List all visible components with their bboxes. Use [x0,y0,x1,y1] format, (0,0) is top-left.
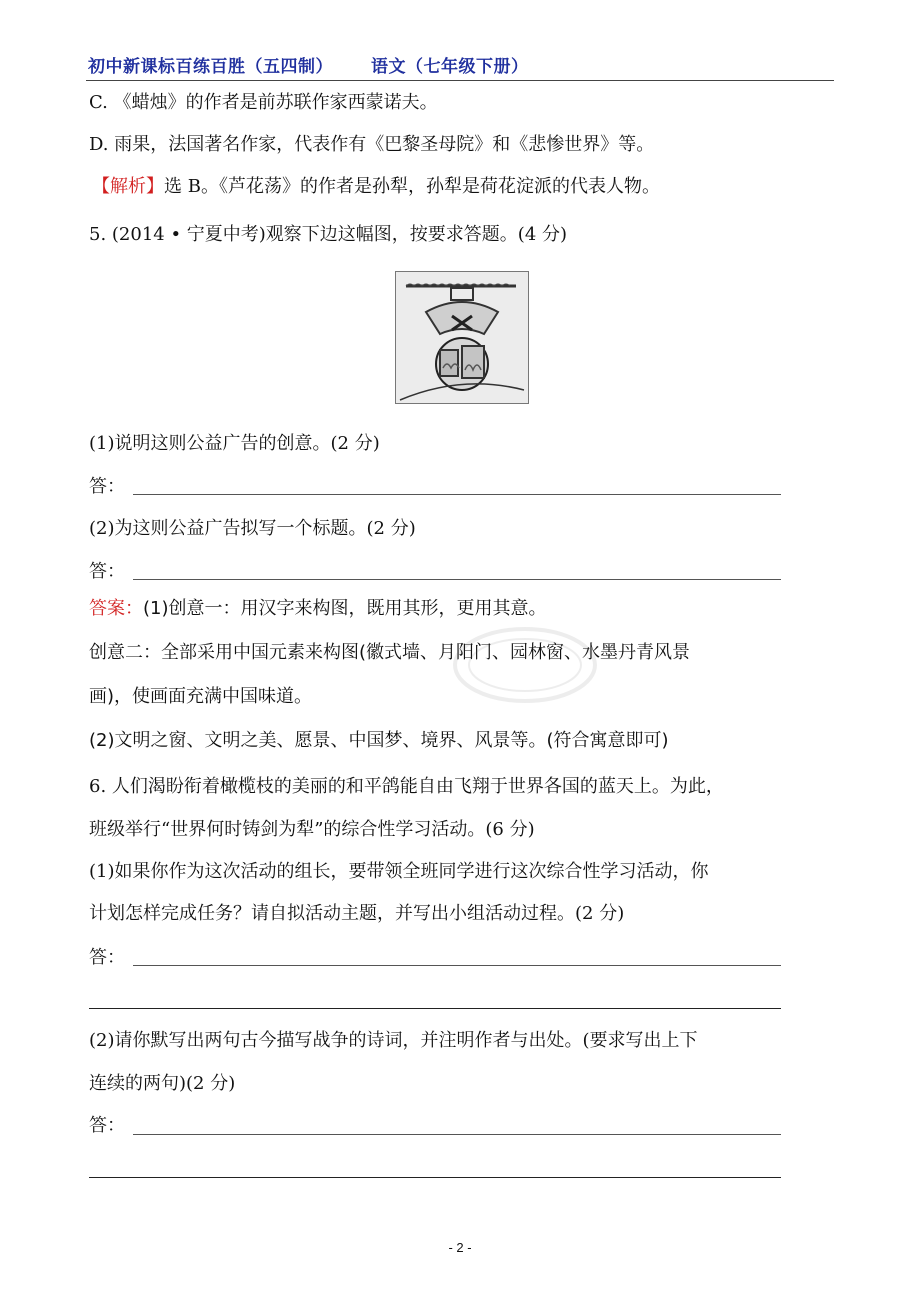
analysis-tag: 【解析】 [92,176,164,197]
header-divider [86,80,834,81]
q4-option-d: D. 雨果，法国著名作家，代表作有《巴黎圣母院》和《悲惨世界》等。 [89,134,655,155]
q6-sub1-answer-blank[interactable] [133,965,781,966]
analysis-text: 选 B。《芦花荡》的作者是孙犁，孙犁是荷花淀派的代表人物。 [164,176,660,197]
q5-answer-2: 创意二：全部采用中国元素来构图(徽式墙、月阳门、园林窗、水墨丹青风景 [89,642,691,663]
answer-tag: 答案： [89,598,143,619]
q5-answer-3: 画)，使画面充满中国味道。 [89,686,313,707]
public-service-ad-image [395,271,529,404]
q5-sub1-answer-blank[interactable] [133,494,781,495]
q5-stem: 5. (2014 • 宁夏中考)观察下边这幅图，按要求答题。(4 分) [89,224,568,245]
wenming-character-artwork [396,272,528,403]
q5-sub2-answer-label: 答： [89,561,125,582]
q6-sub2-answer-blank[interactable] [133,1134,781,1135]
q6-sub2-2: 连续的两句)(2 分) [89,1073,236,1094]
q6-stem-2: 班级举行“世界何时铸剑为犁”的综合性学习活动。(6 分) [89,819,535,840]
page-number: - 2 - [448,1240,472,1255]
subject-title: 语文（七年级下册） [371,57,529,77]
q5-sub2-answer-blank[interactable] [133,579,781,580]
watermark-seal [360,595,690,705]
q6-sub1-2: 计划怎样完成任务？请自拟活动主题，并写出小组活动过程。(2 分) [89,903,625,924]
q6-sub1-answer-label: 答： [89,947,125,968]
q4-analysis [92,178,660,196]
q5-sub2: (2)为这则公益广告拟写一个标题。(2 分) [89,518,416,539]
q6-stem-1: 6. 人们渴盼衔着橄榄枝的美丽的和平鸽能自由飞翔于世界各国的蓝天上。为此， [89,776,724,797]
q5-answer-4: (2)文明之窗、文明之美、愿景、中国梦、境界、风景等。(符合寓意即可) [89,730,669,751]
q6-sub2-answer-label: 答： [89,1115,125,1136]
q6-sub2-1: (2)请你默写出两句古今描写战争的诗词，并注明作者与出处。(要求写出上下 [89,1030,698,1051]
q6-sub1-1: (1)如果你作为这次活动的组长，要带领全班同学进行这次综合性学习活动，你 [89,861,709,882]
answer-line-1: (1)创意一：用汉字来构图，既用其形，更用其意。 [143,598,547,619]
q4-option-c: C. 《蜡烛》的作者是前苏联作家西蒙诺夫。 [89,92,438,113]
q6-sub2-answer-blank-2[interactable] [89,1177,781,1178]
q5-sub1: (1)说明这则公益广告的创意。(2 分) [89,433,380,454]
q5-sub1-answer-label: 答： [89,476,125,497]
book-title: 初中新课标百练百胜（五四制） [88,57,333,77]
q6-sub1-answer-blank-2[interactable] [89,1008,781,1009]
running-header [88,52,529,77]
